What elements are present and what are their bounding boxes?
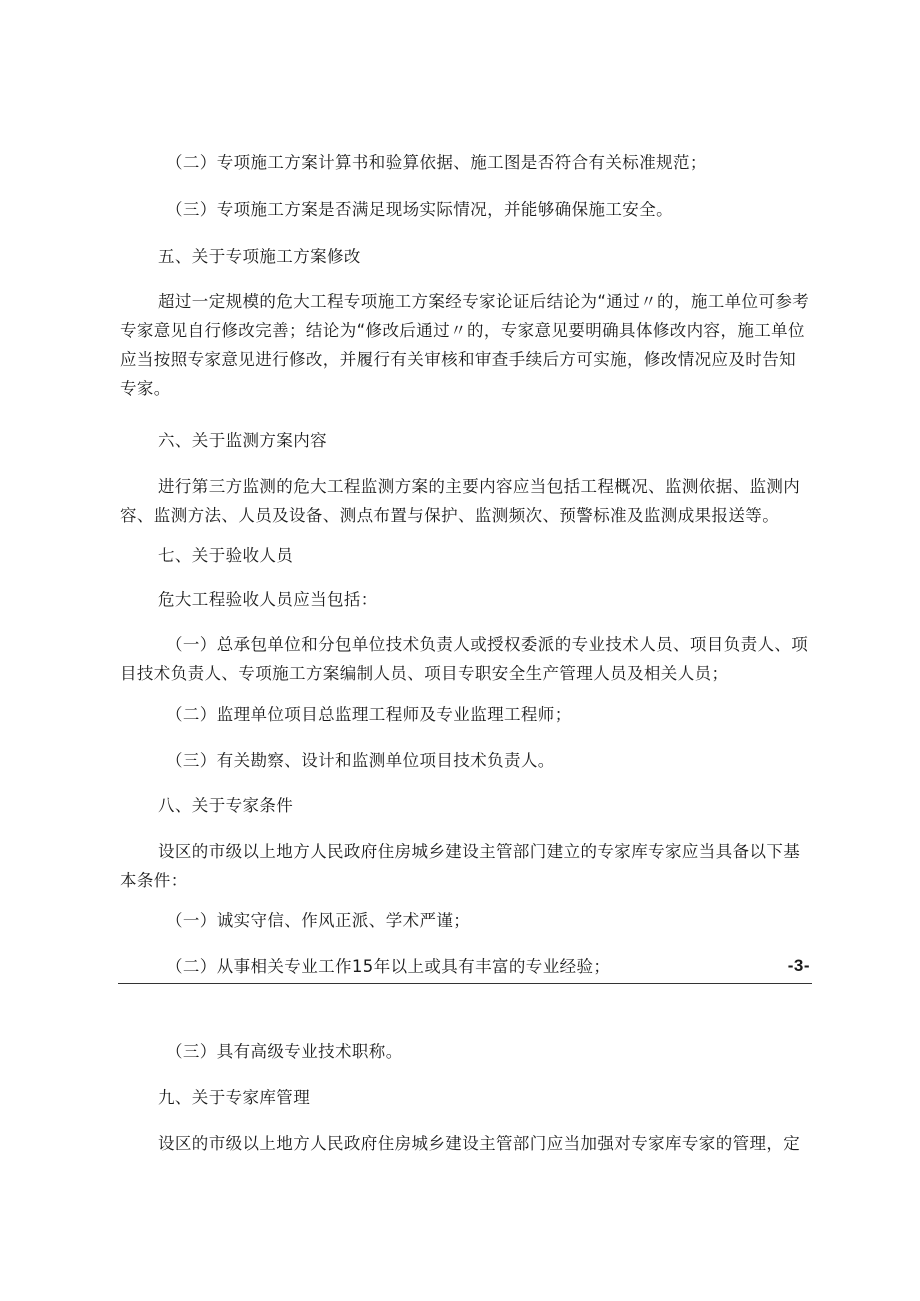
- page-divider: [118, 983, 812, 984]
- section-heading-eight: 八、关于专家条件: [158, 796, 294, 815]
- paragraph-site-conditions: （三）专项施工方案是否满足现场实际情况，并能够确保施工安全。: [166, 200, 673, 219]
- paragraph-expert-item-one: （一）诚实守信、作风正派、学术严谨；: [166, 911, 471, 930]
- section-heading-five: 五、关于专项施工方案修改: [158, 247, 361, 266]
- paragraph-expert-item-two: （二）从事相关专业工作15年以上或具有丰富的专业经验；: [166, 957, 611, 976]
- page-number: -3-: [787, 956, 810, 975]
- paragraph-expert-library-management: 设区的市级以上地方人民政府住房城乡建设主管部门应当加强对专家库专家的管理，定: [158, 1134, 801, 1153]
- paragraph-acceptance-item-two: （二）监理单位项目总监理工程师及专业监理工程师；: [166, 705, 572, 724]
- paragraph-expert-conditions: 设区的市级以上地方人民政府住房城乡建设主管部门建立的专家库专家应当具备以下基本条件：: [120, 842, 801, 890]
- paragraph-expert-item-three: （三）具有高级专业技术职称。: [166, 1042, 403, 1061]
- paragraph-acceptance-intro: 危大工程验收人员应当包括：: [158, 590, 378, 609]
- paragraph-acceptance-item-three: （三）有关勘察、设计和监测单位项目技术负责人。: [166, 751, 555, 770]
- paragraph-acceptance-item-one: （一）总承包单位和分包单位技术负责人或授权委派的专业技术人员、项目负责人、项目技术负责人、专项施工方案编制人员、项目专职安全生产管理人员及相关人员；: [120, 635, 809, 683]
- paragraph-calculation-basis: （二）专项施工方案计算书和验算依据、施工图是否符合有关标准规范；: [166, 153, 707, 172]
- paragraph-plan-revision: 超过一定规模的危大工程专项施工方案经专家论证后结论为“通过〃的，施工单位可参考专家意见自行修改完善；结论为“修改后通过〃的，专家意见要明确具体修改内容，施工单位应当按照专家意见进行修改，并履行有关审核和审查手续后方可实施，修改情况应及时告知专家。: [120, 292, 810, 398]
- paragraph-monitoring-content: 进行第三方监测的危大工程监测方案的主要内容应当包括工程概况、监测依据、监测内容、监测方法、人员及设备、测点布置与保护、监测频次、预警标准及监测成果报送等。: [120, 477, 801, 525]
- section-heading-seven: 七、关于验收人员: [158, 546, 294, 565]
- section-heading-nine: 九、关于专家库管理: [158, 1088, 311, 1107]
- section-heading-six: 六、关于监测方案内容: [158, 431, 327, 450]
